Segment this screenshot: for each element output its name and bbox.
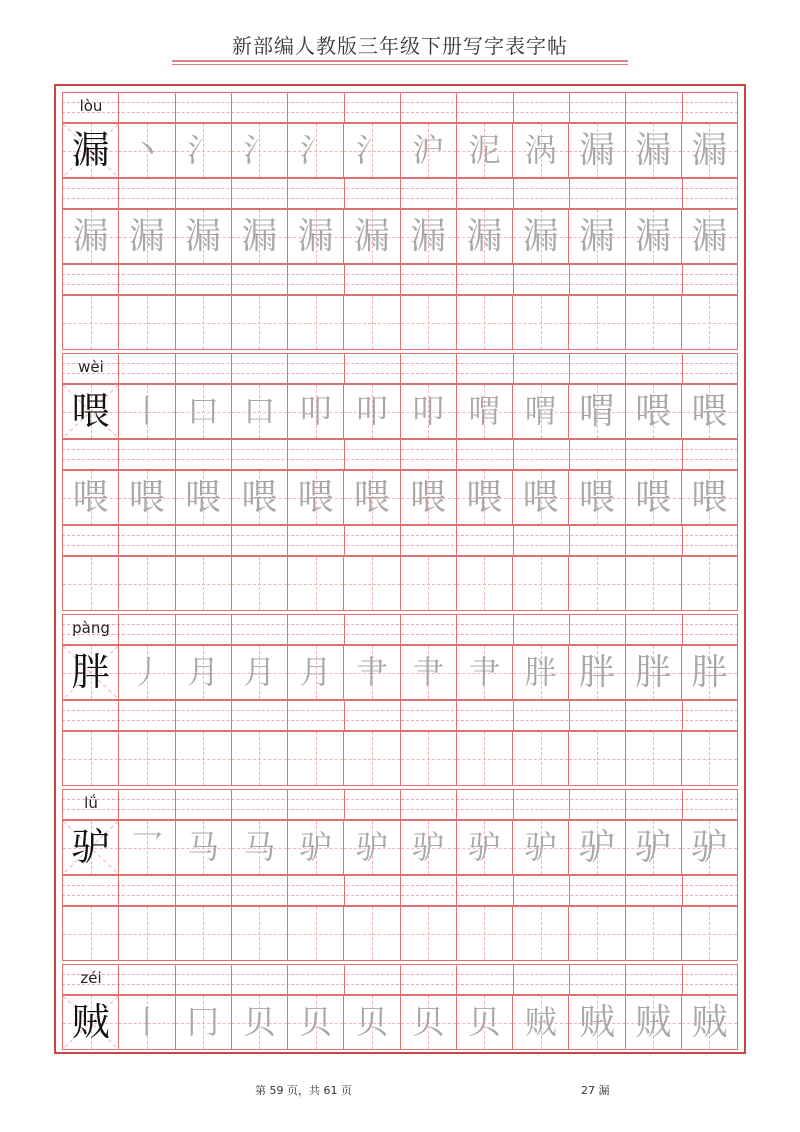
practice-cell[interactable]	[287, 556, 344, 611]
trace-character: 丶	[130, 131, 163, 169]
practice-cell[interactable]	[568, 906, 625, 961]
trace-character: 漏	[578, 216, 615, 257]
page-number: 第 59 页，共 61 页	[255, 1084, 352, 1097]
practice-cell[interactable]	[400, 645, 457, 700]
trace-character: 贝	[243, 1003, 276, 1041]
practice-row	[62, 556, 738, 611]
trace-character: 喂	[72, 477, 109, 518]
footer-char-label: 27 漏	[581, 1084, 610, 1097]
pinyin-strip	[62, 964, 738, 995]
cell-guide-diagonals	[513, 732, 568, 785]
practice-cell[interactable]	[625, 820, 682, 875]
practice-cell[interactable]	[231, 295, 288, 350]
trace-character: 驴	[524, 828, 557, 866]
practice-cell[interactable]	[62, 906, 119, 961]
trace-character: 驴	[578, 827, 615, 868]
practice-cell[interactable]	[625, 731, 682, 786]
practice-cell[interactable]	[287, 295, 344, 350]
practice-cell[interactable]	[62, 209, 119, 264]
practice-cell[interactable]	[681, 384, 738, 439]
practice-cell[interactable]	[175, 731, 232, 786]
practice-cell[interactable]	[400, 731, 457, 786]
practice-cell[interactable]	[512, 209, 569, 264]
practice-cell[interactable]	[231, 731, 288, 786]
trace-character: 喟	[524, 392, 557, 430]
practice-cell[interactable]	[62, 820, 119, 875]
trace-character: 驴	[355, 828, 388, 866]
trace-character: 贼	[691, 1002, 728, 1043]
trace-character: 漏	[635, 216, 672, 257]
practice-cell[interactable]	[62, 995, 119, 1050]
practice-cell[interactable]	[175, 209, 232, 264]
cell-guide-diagonals	[232, 296, 287, 349]
practice-cell[interactable]	[343, 556, 400, 611]
worksheet-grid	[62, 92, 738, 1048]
cell-guide-diagonals	[63, 732, 118, 785]
practice-cell[interactable]	[343, 820, 400, 875]
pinyin-label: wèi	[78, 358, 104, 376]
practice-cell[interactable]	[400, 384, 457, 439]
cell-guide-diagonals	[63, 557, 118, 610]
practice-cell[interactable]	[456, 209, 513, 264]
model-character: 贼	[71, 1000, 110, 1044]
spacer-strip	[62, 875, 738, 906]
practice-cell[interactable]	[343, 470, 400, 525]
trace-character: 胖	[524, 653, 557, 691]
practice-cell[interactable]	[287, 731, 344, 786]
trace-character: 喂	[128, 477, 165, 518]
practice-cell[interactable]	[231, 906, 288, 961]
trace-character: 胖	[635, 652, 672, 693]
cell-guide-diagonals	[569, 907, 624, 960]
practice-cell[interactable]	[287, 470, 344, 525]
practice-cell[interactable]	[625, 123, 682, 178]
trace-character: 驴	[635, 827, 672, 868]
practice-cell[interactable]	[681, 209, 738, 264]
cell-guide-diagonals	[401, 557, 456, 610]
spacer-strip	[62, 525, 738, 556]
cell-guide-diagonals	[288, 907, 343, 960]
trace-character: 月	[187, 653, 220, 691]
practice-row	[62, 820, 738, 875]
practice-cell[interactable]	[175, 384, 232, 439]
pinyin-strip	[62, 614, 738, 645]
title-underline-thin	[172, 64, 628, 65]
pinyin-label: lǘ	[84, 794, 98, 812]
practice-row	[62, 731, 738, 786]
trace-character: 叩	[299, 392, 332, 430]
trace-character: 涡	[524, 131, 557, 169]
trace-character: 月	[299, 653, 332, 691]
practice-cell[interactable]	[175, 295, 232, 350]
cell-guide-diagonals	[232, 557, 287, 610]
cell-guide-diagonals	[626, 907, 681, 960]
practice-cell[interactable]	[456, 123, 513, 178]
practice-cell[interactable]	[175, 995, 232, 1050]
practice-cell[interactable]	[118, 906, 175, 961]
practice-cell[interactable]	[512, 123, 569, 178]
trace-character: 月	[243, 653, 276, 691]
practice-cell[interactable]	[400, 123, 457, 178]
practice-cell[interactable]	[118, 995, 175, 1050]
practice-cell[interactable]	[456, 731, 513, 786]
practice-cell[interactable]	[456, 820, 513, 875]
cell-guide-diagonals	[682, 296, 737, 349]
trace-character: 漏	[635, 130, 672, 171]
cell-guide-diagonals	[626, 732, 681, 785]
cell-guide-diagonals	[401, 907, 456, 960]
trace-character: 喂	[635, 477, 672, 518]
practice-cell[interactable]	[400, 906, 457, 961]
cell-guide-diagonals	[569, 732, 624, 785]
practice-cell[interactable]	[400, 470, 457, 525]
pinyin-strip	[62, 92, 738, 123]
cell-guide-diagonals	[457, 907, 512, 960]
practice-cell[interactable]	[625, 995, 682, 1050]
practice-cell[interactable]	[231, 995, 288, 1050]
cell-guide-diagonals	[626, 557, 681, 610]
practice-cell[interactable]	[512, 384, 569, 439]
trace-character: 驴	[468, 828, 501, 866]
practice-cell[interactable]	[118, 731, 175, 786]
trace-character: 漏	[522, 216, 559, 257]
practice-cell[interactable]	[456, 645, 513, 700]
spacer-strip	[62, 439, 738, 470]
cell-guide-diagonals	[119, 296, 174, 349]
cell-guide-diagonals	[569, 557, 624, 610]
trace-character: 驴	[412, 828, 445, 866]
cell-guide-diagonals	[401, 732, 456, 785]
practice-cell[interactable]	[625, 645, 682, 700]
practice-cell[interactable]	[568, 556, 625, 611]
practice-cell[interactable]	[343, 995, 400, 1050]
practice-cell[interactable]	[62, 731, 119, 786]
cell-guide-diagonals	[232, 732, 287, 785]
practice-cell[interactable]	[343, 209, 400, 264]
practice-cell[interactable]	[175, 123, 232, 178]
pinyin-strip	[62, 353, 738, 384]
cell-guide-diagonals	[569, 296, 624, 349]
trace-character: 漏	[578, 130, 615, 171]
practice-cell[interactable]	[681, 731, 738, 786]
trace-character: 喂	[691, 391, 728, 432]
trace-character: 口	[187, 392, 220, 430]
practice-cell[interactable]	[681, 470, 738, 525]
cell-guide-diagonals	[682, 732, 737, 785]
practice-row	[62, 995, 738, 1050]
trace-character: 肀	[468, 653, 501, 691]
cell-guide-diagonals	[457, 557, 512, 610]
cell-guide-diagonals	[344, 907, 399, 960]
trace-character: 漏	[466, 216, 503, 257]
cell-guide-diagonals	[513, 557, 568, 610]
trace-character: 马	[243, 828, 276, 866]
practice-cell[interactable]	[231, 209, 288, 264]
trace-character: 喟	[468, 392, 501, 430]
practice-cell[interactable]	[681, 123, 738, 178]
practice-cell[interactable]	[231, 470, 288, 525]
title-underline	[172, 60, 628, 62]
trace-character: 漏	[691, 216, 728, 257]
practice-row	[62, 123, 738, 178]
practice-cell[interactable]	[118, 820, 175, 875]
practice-cell[interactable]	[456, 470, 513, 525]
cell-guide-diagonals	[176, 732, 231, 785]
cell-guide-diagonals	[344, 557, 399, 610]
trace-character: 喂	[353, 477, 390, 518]
cell-guide-diagonals	[513, 296, 568, 349]
practice-cell[interactable]	[456, 995, 513, 1050]
cell-guide-diagonals	[682, 907, 737, 960]
cell-guide-diagonals	[288, 732, 343, 785]
practice-row	[62, 906, 738, 961]
trace-character: 漏	[128, 216, 165, 257]
practice-cell[interactable]	[568, 470, 625, 525]
practice-cell[interactable]	[625, 556, 682, 611]
trace-character: 马	[187, 828, 220, 866]
spacer-strip	[62, 264, 738, 295]
cell-guide-diagonals	[119, 732, 174, 785]
practice-cell[interactable]	[681, 556, 738, 611]
trace-character: 口	[243, 392, 276, 430]
practice-cell[interactable]	[62, 384, 119, 439]
practice-cell[interactable]	[287, 209, 344, 264]
practice-cell[interactable]	[231, 556, 288, 611]
practice-cell[interactable]	[568, 209, 625, 264]
trace-character: 氵	[355, 131, 388, 169]
cell-guide-diagonals	[63, 296, 118, 349]
cell-guide-diagonals	[344, 732, 399, 785]
practice-cell[interactable]	[512, 731, 569, 786]
practice-cell[interactable]	[625, 384, 682, 439]
practice-row	[62, 209, 738, 264]
practice-row	[62, 645, 738, 700]
trace-character: 喂	[691, 477, 728, 518]
practice-cell[interactable]	[681, 295, 738, 350]
cell-guide-diagonals	[232, 907, 287, 960]
practice-cell[interactable]	[512, 906, 569, 961]
trace-character: 漏	[691, 130, 728, 171]
practice-cell[interactable]	[287, 820, 344, 875]
practice-cell[interactable]	[62, 470, 119, 525]
trace-character: 肀	[355, 653, 388, 691]
practice-cell[interactable]	[118, 470, 175, 525]
trace-character: 泥	[468, 131, 501, 169]
trace-character: 胖	[691, 652, 728, 693]
practice-cell[interactable]	[175, 470, 232, 525]
trace-character: 氵	[243, 131, 276, 169]
practice-cell[interactable]	[343, 731, 400, 786]
cell-guide-diagonals	[288, 557, 343, 610]
trace-character: 喂	[410, 477, 447, 518]
practice-cell[interactable]	[512, 295, 569, 350]
trace-character: 氵	[187, 131, 220, 169]
practice-cell[interactable]	[681, 995, 738, 1050]
trace-character: 贝	[355, 1003, 388, 1041]
model-character: 胖	[71, 650, 110, 694]
trace-character: 漏	[297, 216, 334, 257]
cell-guide-diagonals	[682, 557, 737, 610]
practice-cell[interactable]	[287, 906, 344, 961]
trace-character: 喂	[297, 477, 334, 518]
practice-cell[interactable]	[568, 820, 625, 875]
trace-character: 贼	[635, 1002, 672, 1043]
trace-character: 贝	[412, 1003, 445, 1041]
practice-cell[interactable]	[231, 820, 288, 875]
practice-cell[interactable]	[456, 556, 513, 611]
practice-cell[interactable]	[343, 384, 400, 439]
practice-cell[interactable]	[118, 384, 175, 439]
trace-character: 丿	[130, 653, 163, 691]
spacer-strip	[62, 700, 738, 731]
spacer-strip	[62, 178, 738, 209]
practice-cell[interactable]	[287, 123, 344, 178]
practice-cell[interactable]	[343, 123, 400, 178]
cell-guide-diagonals	[119, 907, 174, 960]
trace-character: 叩	[355, 392, 388, 430]
practice-cell[interactable]	[400, 295, 457, 350]
cell-guide-diagonals	[457, 296, 512, 349]
practice-cell[interactable]	[175, 820, 232, 875]
practice-cell[interactable]	[175, 645, 232, 700]
practice-cell[interactable]	[681, 645, 738, 700]
cell-guide-diagonals	[176, 296, 231, 349]
cell-guide-diagonals	[176, 907, 231, 960]
practice-row	[62, 384, 738, 439]
cell-guide-diagonals	[63, 907, 118, 960]
model-character: 漏	[71, 128, 110, 172]
practice-cell[interactable]	[62, 556, 119, 611]
trace-character: 喂	[635, 391, 672, 432]
practice-cell[interactable]	[231, 123, 288, 178]
pinyin-label: pàng	[72, 619, 110, 637]
practice-cell[interactable]	[512, 556, 569, 611]
practice-cell[interactable]	[568, 995, 625, 1050]
trace-character: 丨	[130, 1003, 163, 1041]
cell-guide-diagonals	[119, 557, 174, 610]
practice-cell[interactable]	[625, 906, 682, 961]
practice-cell[interactable]	[400, 820, 457, 875]
trace-character: 乛	[130, 828, 163, 866]
trace-character: 漏	[185, 216, 222, 257]
trace-character: 喂	[185, 477, 222, 518]
practice-cell[interactable]	[62, 295, 119, 350]
trace-character: 喂	[522, 477, 559, 518]
practice-cell[interactable]	[118, 295, 175, 350]
practice-cell[interactable]	[512, 645, 569, 700]
practice-cell[interactable]	[287, 995, 344, 1050]
practice-cell[interactable]	[175, 906, 232, 961]
trace-character: 驴	[299, 828, 332, 866]
practice-cell[interactable]	[118, 556, 175, 611]
trace-character: 喂	[466, 477, 503, 518]
practice-cell[interactable]	[625, 295, 682, 350]
practice-cell[interactable]	[118, 645, 175, 700]
practice-cell[interactable]	[625, 470, 682, 525]
trace-character: 贼	[524, 1003, 557, 1041]
practice-cell[interactable]	[512, 820, 569, 875]
practice-cell[interactable]	[400, 556, 457, 611]
practice-cell[interactable]	[118, 209, 175, 264]
practice-cell[interactable]	[456, 295, 513, 350]
practice-cell[interactable]	[568, 645, 625, 700]
trace-character: 氵	[299, 131, 332, 169]
practice-cell[interactable]	[343, 295, 400, 350]
practice-cell[interactable]	[400, 209, 457, 264]
practice-cell[interactable]	[512, 995, 569, 1050]
practice-cell[interactable]	[62, 123, 119, 178]
trace-character: 贝	[299, 1003, 332, 1041]
cell-guide-diagonals	[176, 557, 231, 610]
practice-cell[interactable]	[400, 995, 457, 1050]
model-character: 喂	[71, 389, 110, 433]
trace-character: 贼	[578, 1002, 615, 1043]
practice-cell[interactable]	[568, 295, 625, 350]
cell-guide-diagonals	[288, 296, 343, 349]
practice-cell[interactable]	[568, 123, 625, 178]
pinyin-label: lòu	[79, 97, 103, 115]
trace-character: 肀	[412, 653, 445, 691]
trace-character: 沪	[412, 131, 445, 169]
practice-cell[interactable]	[343, 906, 400, 961]
cell-guide-diagonals	[457, 732, 512, 785]
practice-cell[interactable]	[512, 470, 569, 525]
cell-guide-diagonals	[401, 296, 456, 349]
pinyin-label: zéi	[80, 969, 102, 987]
cell-guide-diagonals	[626, 296, 681, 349]
practice-cell[interactable]	[231, 384, 288, 439]
practice-row	[62, 295, 738, 350]
practice-row	[62, 470, 738, 525]
practice-cell[interactable]	[175, 556, 232, 611]
practice-cell[interactable]	[681, 906, 738, 961]
trace-character: 丨	[130, 392, 163, 430]
practice-cell[interactable]	[568, 731, 625, 786]
cell-guide-diagonals	[344, 296, 399, 349]
practice-cell[interactable]	[62, 645, 119, 700]
trace-character: 喂	[578, 477, 615, 518]
trace-character: 贝	[468, 1003, 501, 1041]
practice-cell[interactable]	[681, 820, 738, 875]
practice-cell[interactable]	[456, 384, 513, 439]
practice-cell[interactable]	[287, 384, 344, 439]
trace-character: 漏	[410, 216, 447, 257]
trace-character: 喂	[241, 477, 278, 518]
practice-cell[interactable]	[118, 123, 175, 178]
trace-character: 叩	[412, 392, 445, 430]
practice-cell[interactable]	[625, 209, 682, 264]
trace-character: 驴	[691, 827, 728, 868]
cell-guide-diagonals	[513, 907, 568, 960]
trace-character: 漏	[353, 216, 390, 257]
pinyin-strip	[62, 789, 738, 820]
practice-cell[interactable]	[343, 645, 400, 700]
trace-character: 漏	[72, 216, 109, 257]
model-character: 驴	[71, 825, 110, 869]
practice-cell[interactable]	[287, 645, 344, 700]
trace-character: 漏	[241, 216, 278, 257]
page-title: 新部编人教版三年级下册写字表字帖	[232, 34, 568, 58]
trace-character: 胖	[578, 652, 615, 693]
practice-cell[interactable]	[568, 384, 625, 439]
practice-cell[interactable]	[456, 906, 513, 961]
practice-cell[interactable]	[231, 645, 288, 700]
trace-character: 喟	[578, 391, 615, 432]
trace-character: 冂	[187, 1003, 220, 1041]
